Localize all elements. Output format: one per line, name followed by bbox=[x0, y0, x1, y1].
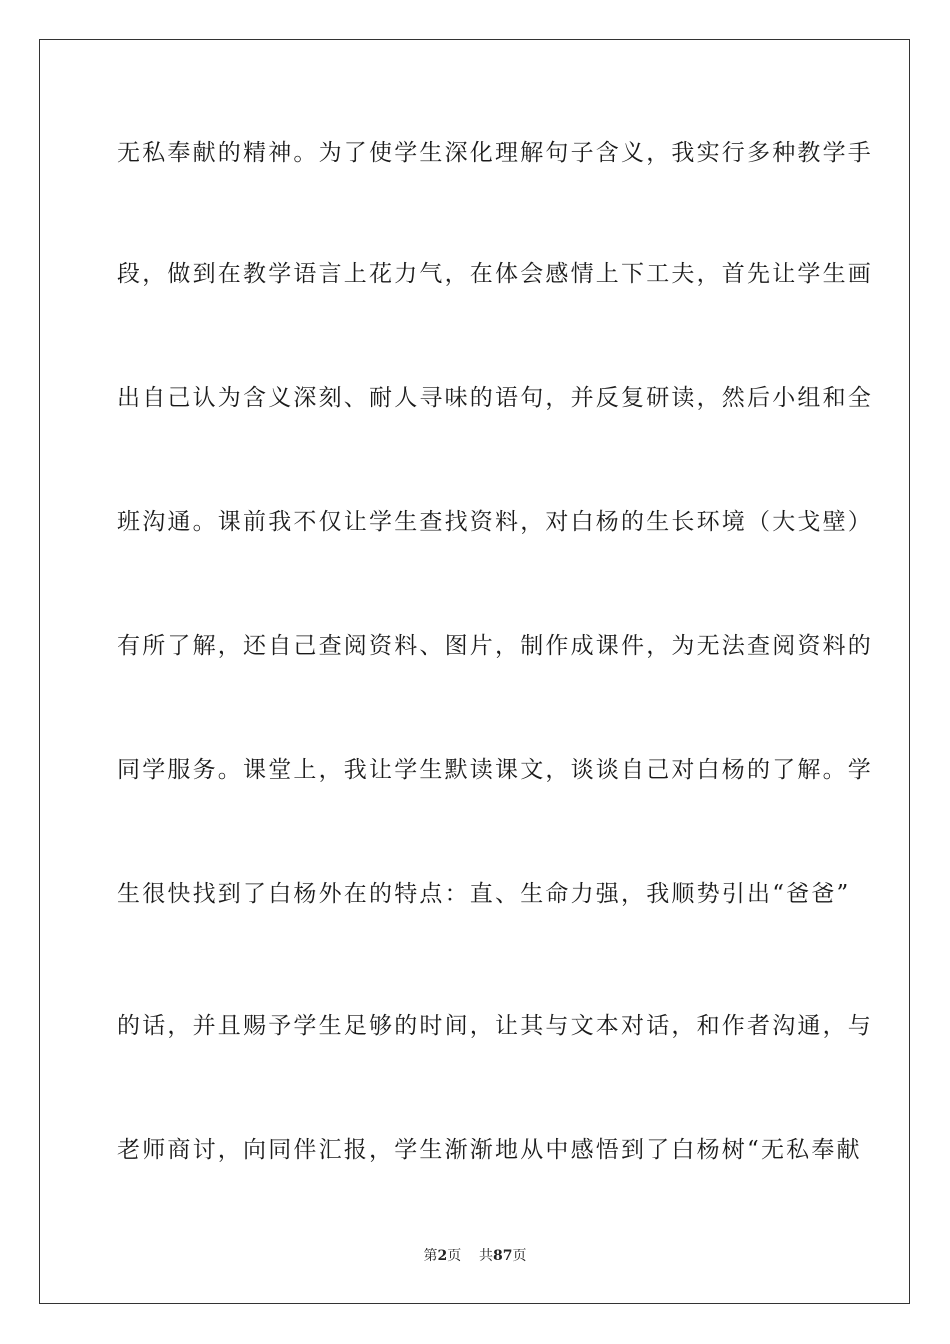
text-line-5: 有所了解，还自己查阅资料、图片，制作成课件，为无法查阅资料的 bbox=[117, 633, 873, 659]
page-suffix: 页 bbox=[447, 1248, 462, 1264]
text-line-8: 的话，并且赐予学生足够的时间，让其与文本对话，和作者沟通，与 bbox=[117, 1013, 873, 1039]
page-footer bbox=[0, 1247, 950, 1265]
total-prefix: 共 bbox=[479, 1248, 494, 1264]
text-line-4: 班沟通。课前我不仅让学生查找资料，对白杨的生长环境（大戈壁） bbox=[117, 509, 873, 535]
text-line-2: 段，做到在教学语言上花力气，在体会感情上下工夫，首先让学生画 bbox=[117, 261, 873, 287]
text-line-9: 老师商讨，向同伴汇报，学生渐渐地从中感悟到了白杨树“无私奉献 bbox=[117, 1137, 862, 1163]
page-border bbox=[39, 39, 910, 1304]
total-suffix: 页 bbox=[512, 1248, 527, 1264]
text-line-6: 同学服务。课堂上，我让学生默读课文，谈谈自己对白杨的了解。学 bbox=[117, 757, 873, 783]
text-line-7: 生很快找到了白杨外在的特点：直、生命力强，我顺势引出“爸爸” bbox=[117, 881, 851, 907]
page-number: 2 bbox=[437, 1248, 448, 1264]
text-line-3: 出自己认为含义深刻、耐人寻味的语句，并反复研读，然后小组和全 bbox=[117, 385, 873, 411]
total-pages: 87 bbox=[493, 1248, 513, 1264]
text-line-1: 无私奉献的精神。为了使学生深化理解句子含义，我实行多种教学手 bbox=[117, 140, 873, 166]
page-prefix: 第 bbox=[423, 1248, 438, 1264]
